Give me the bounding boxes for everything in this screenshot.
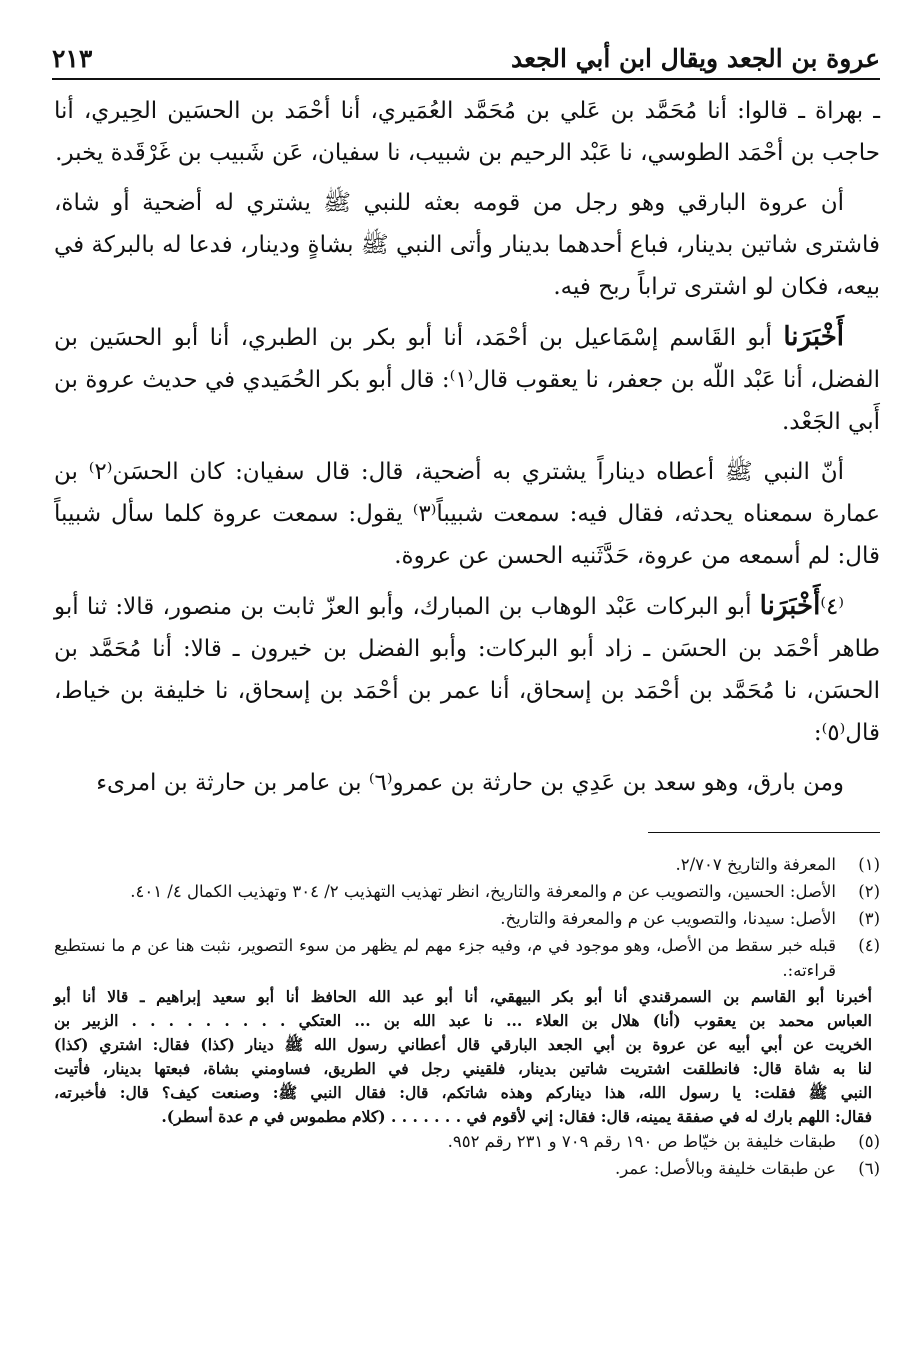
footnote-number: (٦) <box>858 1159 880 1178</box>
footnote-text: قبله خبر سقط من الأصل، وهو موجود في م، وفيه جزء مهم لم يظهر من سوء التصوير، نثبت هنا عن م ما نستطيع قراءته:. <box>54 936 836 980</box>
footnote <box>54 906 880 931</box>
footnote-number: (٢) <box>858 882 880 901</box>
paragraph-3-text: أبو القَاسم إسْمَاعيل بن أحْمَد، أنا أبو بكر بن الطبري، أنا أبو الحسَين بن الفضل، أنا عَبْد اللّه بن جعفر، نا يعقوب قال⁽١⁾: قال أبو بكر الحُمَيدي في حديث عروة بن أَبي الجَعْد. <box>54 325 880 435</box>
akhbarana-lead: أَخْبَرَنا <box>759 591 821 621</box>
footnote <box>54 879 880 904</box>
page-header <box>52 34 880 80</box>
footnote <box>54 852 880 877</box>
footnote-number: (٤) <box>858 936 880 955</box>
quote-line: العباس محمد بن يعقوب (أنا) هلال بن العلاء ... نا عبد الله بن ... العتكي . . . . . . . . . الزبير بن <box>54 1011 872 1030</box>
footnote-number: (٥) <box>858 1132 880 1151</box>
footnote <box>54 933 880 983</box>
footnote-number: (١) <box>858 855 880 874</box>
paragraph-4: أنّ النبي ﷺ أعطاه ديناراً يشتري به أضحية، قال: قال سفيان: كان الحسَن⁽٢⁾ بن عمارة سمعناه يحدثه، فقال فيه: سمعت شبيباً⁽٣⁾ يقول: سمعت عروة كلما سأل شبيباً قال: لم أسمعه من عروة، حَدَّثَنيه الحسن عن عروة. <box>54 459 880 569</box>
footnote-text: الأصل: سيدنا، والتصويب عن م والمعرفة والتاريخ. <box>500 909 836 928</box>
page-number: ٢١٣ <box>52 44 93 73</box>
paragraph-5 <box>54 585 880 754</box>
footnote <box>54 1156 880 1181</box>
footnote-text: طبقات خليفة بن خيّاط ص ١٩٠ رقم ٧٠٩ و ٢٣١ رقم ٩٥٢. <box>447 1132 836 1151</box>
quote-line: الخريت عن أبي أبيه عن عروة بن أبي الجعد البارقي قال أعطاني رسول الله ﷺ دينار (كذا) فقال: اشتري (كذا) <box>54 1035 872 1054</box>
footnotes <box>54 852 880 1183</box>
footnote-text: المعرفة والتاريخ ٢/٧٠٧. <box>675 855 836 874</box>
paragraph-3 <box>54 316 880 443</box>
quote-line: أخبرنا أبو القاسم بن السمرقندي أنا أبو بكر البيهقي، أنا أبو عبد الله الحافظ أنا أبو سعيد إبراهيم ـ قالا أنا أبو <box>54 987 872 1006</box>
footnote-text: الأصل: الحسين، والتصويب عن م والمعرفة والتاريخ، انظر تهذيب التهذيب ٢/ ٣٠٤ وتهذيب الكمال ٤/ ٤٠١. <box>130 882 836 901</box>
main-text <box>54 90 880 812</box>
running-title: عروة بن الجعد ويقال ابن أبي الجعد <box>511 44 880 73</box>
footnote-number: (٣) <box>858 909 880 928</box>
footnote-ref-4: ⁽٤⁾ <box>820 594 844 620</box>
quote-line: فقال: اللهم بارك له في صفقة يمينه، قال: فقال: إني لأقوم في . . . . . . . (كلام مطموس في م عدة أسطر). <box>161 1107 872 1126</box>
paragraph-1: ـ بهراة ـ قالوا: أنا مُحَمَّد بن عَلي بن مُحَمَّد العُمَيري، أنا أحْمَد بن الحسَين الحِيري، أنا حاجب بن أحْمَد الطوسي، نا عَبْد الرحيم بن شبيب، نا سفيان، عَن شَبيب بن غَرْقَدة يخبر. <box>54 98 880 166</box>
paragraph-6: ومن بارق، وهو سعد بن عَدِي بن حارثة بن عمرو⁽٦⁾ بن عامر بن حارثة بن امرىء <box>96 770 844 796</box>
paragraph-5-text: أبو البركات عَبْد الوهاب بن المبارك، وأبو العزّ ثابت بن منصور، قالا: ثنا أبو طاهر أحْمَد بن الحسَن ـ زاد أبو البركات: وأبو الفضل بن خيرون ـ قالا: أنا مُحَمَّد بن الحسَن، نا مُحَمَّد بن أحْمَد بن إسحاق، أنا عمر بن أحْمَد بن إسحاق، نا خليفة بن خياط، قال⁽٥⁾: <box>54 594 880 746</box>
paragraph-2: أن عروة البارقي وهو رجل من قومه بعثه للنبي ﷺ يشتري له أضحية أو شاة، فاشترى شاتين بدينار، فباع أحدهما بدينار وأتى النبي ﷺ بشاةٍ ودينار، فدعا له بالبركة في بيعه، فكان لو اشترى تراباً ربح فيه. <box>54 190 880 300</box>
quote-line: لنا به شاة قال: فانطلقت اشتريت شاتين بدينار، فلقيني رجل في الطريق، فساومني بشاة، فبعتها بدينار، فأتيت <box>54 1059 872 1078</box>
footnote-text: عن طبقات خليفة وبالأصل: عمر. <box>614 1159 836 1178</box>
akhbarana-lead: أَخْبَرَنا <box>783 322 844 352</box>
footnote <box>54 1129 880 1154</box>
quote-line: النبي ﷺ فقلت: يا رسول الله، هذا ديناركم وهذه شاتكم، قال: فقال النبي ﷺ: وصنعت كيف؟ قال: فأخبرته، <box>54 1083 872 1102</box>
footnote-4-quoted-text <box>54 985 880 1129</box>
footnote-divider <box>648 832 880 833</box>
